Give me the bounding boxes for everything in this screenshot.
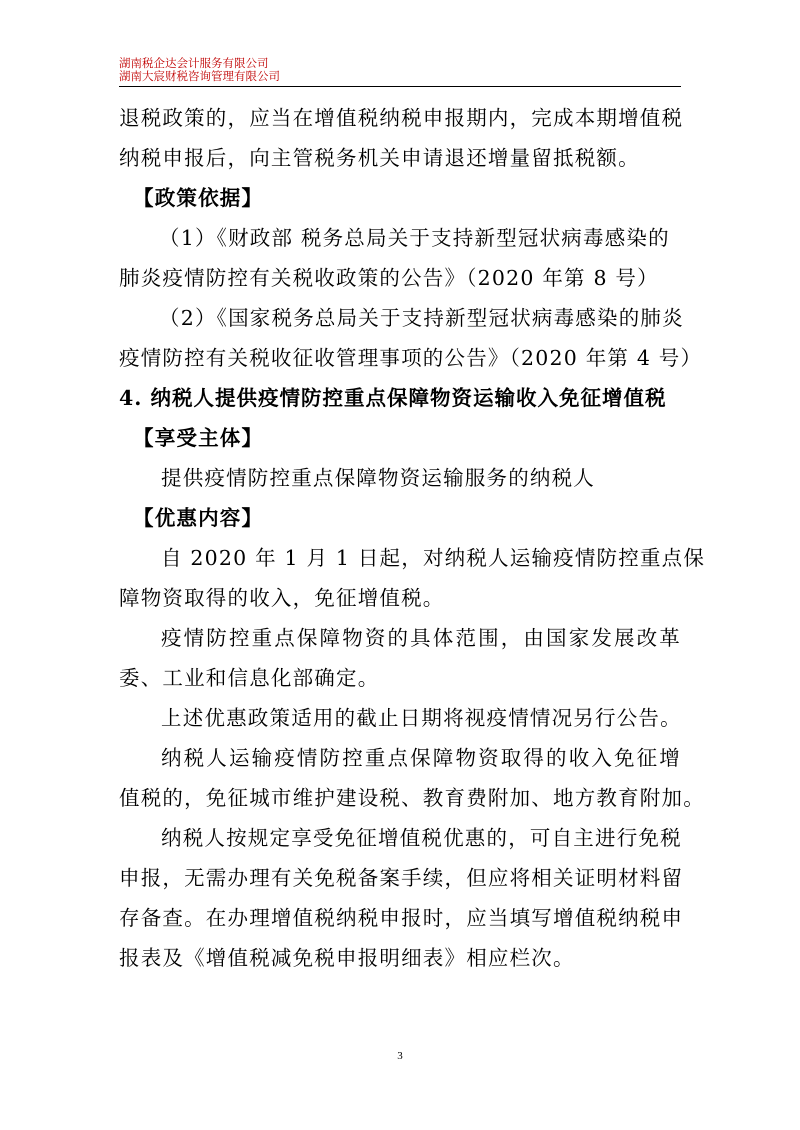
- text-line: 报表及《增值税减免税申报明细表》相应栏次。: [119, 946, 575, 970]
- header-company-1: 湖南税企达会计服务有限公司: [119, 58, 269, 70]
- text-line: 疫情防控重点保障物资的具体范围，由国家发展改革: [161, 626, 681, 650]
- paragraph-basis-1: [119, 218, 681, 298]
- text-line: 申报，无需办理有关免税备案手续，但应将相关证明材料留: [119, 866, 684, 890]
- section-title-4: 4. 纳税人提供疫情防控重点保障物资运输收入免征增值税: [119, 386, 667, 410]
- text-line: 退税政策的，应当在增值税纳税申报期内，完成本期增值税: [119, 106, 684, 130]
- text-line: 自 2020 年 1 月 1 日起，对纳税人运输疫情防控重点保: [161, 546, 706, 570]
- paragraph-content-3: [119, 698, 681, 738]
- text-line: 纳税人运输疫情防控重点保障物资取得的收入免征增: [161, 746, 681, 770]
- text-line: 障物资取得的收入，免征增值税。: [119, 586, 445, 610]
- document-header: [119, 58, 681, 87]
- text-line: 上述优惠政策适用的截止日期将视疫情情况另行公告。: [161, 706, 682, 730]
- heading-policy-basis: 【政策依据】: [133, 186, 264, 210]
- text-line: 肺炎疫情防控有关税收政策的公告》（2020 年第 8 号）: [119, 266, 659, 290]
- header-company-2: 湖南大宸财税咨询管理有限公司: [119, 71, 280, 83]
- text-line: 存备查。在办理增值税纳税申报时，应当填写增值税纳税申: [119, 906, 684, 930]
- text-line: 纳税申报后，向主管税务机关申请退还增量留抵税额。: [119, 146, 640, 170]
- paragraph-content-1: [119, 538, 706, 618]
- paragraph-content-2: [119, 618, 681, 698]
- paragraph-content-5: [119, 818, 684, 978]
- text-line: 提供疫情防控重点保障物资运输服务的纳税人: [161, 466, 595, 490]
- text-line: （2）《国家税务总局关于支持新型冠状病毒感染的肺炎: [159, 306, 684, 330]
- heading-preferential-content: 【优惠内容】: [133, 506, 264, 530]
- paragraph-basis-2: [119, 298, 703, 378]
- text-line: 疫情防控有关税收征收管理事项的公告》（2020 年第 4 号）: [119, 346, 703, 370]
- text-line: 委、工业和信息化部确定。: [119, 666, 380, 690]
- text-line: 纳税人按规定享受免征增值税优惠的，可自主进行免税: [161, 826, 682, 850]
- paragraph-content-4: [119, 738, 705, 818]
- document-body: [119, 98, 706, 978]
- paragraph-beneficiary: [119, 458, 681, 498]
- text-line: （1）《财政部 税务总局关于支持新型冠状病毒感染的: [159, 226, 670, 250]
- heading-beneficiary: 【享受主体】: [133, 426, 264, 450]
- text-line: 值税的，免征城市维护建设税、教育费附加、地方教育附加。: [119, 786, 705, 810]
- paragraph-refund-policy: [119, 98, 684, 178]
- page-number: 3: [397, 1050, 403, 1062]
